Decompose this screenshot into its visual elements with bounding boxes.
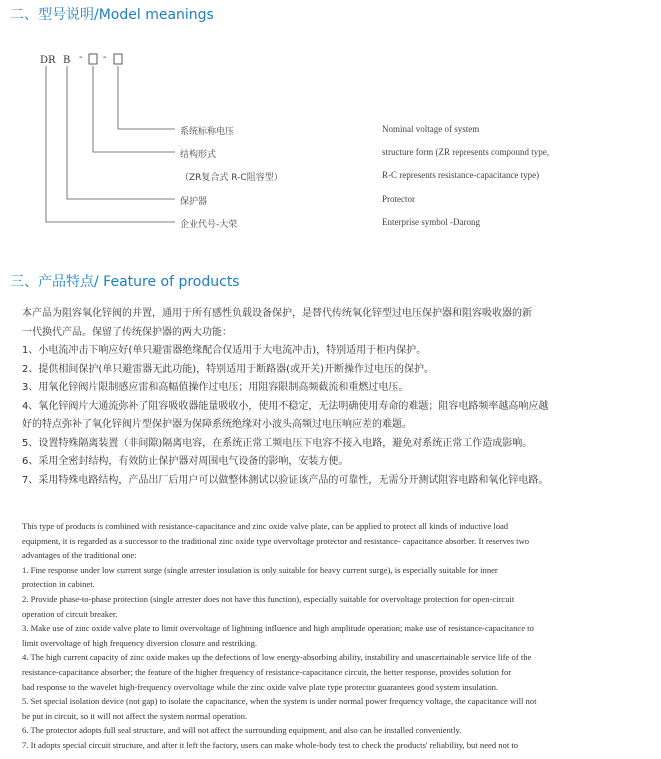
leader-lines [46, 66, 175, 222]
code-dash-1: - [79, 52, 83, 63]
meaning-zh-structure-types: （ZR复合式 R-C阻容型） [180, 173, 283, 183]
features-en-line: 3. Make use of zinc oxide valve plate to limit overvoltage of lightning influence and high amplitude operation; make use of resistance-capacitance to [22, 623, 534, 634]
code-b: B [63, 55, 71, 66]
code-box-structure [89, 54, 97, 64]
features-en-line: 4. The high current capacity of zinc oxide makes up the defections of low energy-absorbing ability, instability and unascertainable service life of the [22, 652, 532, 663]
meaning-en-structure: structure form (ZR represents compound type, [382, 147, 549, 157]
features-zh-line: 5、设置特殊隔离装置（非间隙)隔离电容，在系统正常工频电压下电容不接入电路，避免对系统正常工作造成影响。 [22, 437, 533, 449]
features-zh-block [22, 305, 548, 490]
features-en-line: equipment, it is regarded as a successor to the traditional zinc oxide type overvoltage protector and resistance- capacitance absorber. It reserves two [22, 535, 530, 546]
model-code-diagram [0, 0, 661, 240]
features-en-line: advantages of the traditional one: [22, 550, 137, 561]
features-en-line: operation of circuit breaker. [22, 608, 118, 619]
features-en-line: This type of products is combined with resistance-capacitance and zinc oxide valve plate, can be applied to protect all kinds of inductive load [22, 521, 509, 531]
features-zh-line: 2、提供相间保护(单只避雷器无此功能)，特别适用于断路器(或开关)开断操作过电压的保护。 [22, 363, 434, 375]
meaning-en-structure-types: R-C represents resistance-capacitance type) [382, 170, 540, 180]
features-en-line: 1. Fine response under low current surge (single arrester insulation is only suitable for heavy current surge), is especially suitable for inner [22, 564, 498, 575]
features-en-line: protection in cabinet. [22, 579, 95, 590]
code-dr: DR [40, 55, 56, 66]
meaning-zh-voltage: 系统标称电压 [180, 127, 235, 137]
meaning-zh-enterprise: 企业代号-大荣 [180, 220, 238, 230]
features-zh-line: 1、小电流冲击下响应好(单只避雷器绝缘配合仅适用于大电流冲击)，特别适用于柜内保护。 [22, 345, 427, 356]
features-en-line: bad response to the wavelet high-frequency overvoltage while the zinc oxide valve plate type protector guarantees good system insulation. [22, 681, 499, 692]
features-zh-line: 好的特点弥补了氧化锌阀片型保护器为保障系统绝缘对小波头高频过电压响应差的难题。 [22, 419, 412, 430]
features-en-line: 7. It adopts special circuit structure, and after it left the factory, users can make whole-body test to check the products' reliability, but need not to [22, 739, 519, 750]
meaning-en-protector: Protector [382, 194, 415, 204]
features-en-line: be put in circuit, so it will not affect the system normal operation. [22, 710, 248, 721]
section-title-model-meanings: 二、型号说明/Model meanings [10, 7, 214, 23]
code-box-voltage [114, 54, 122, 64]
features-en-line: limit overvoltage of high frequency diversion closure and restriking. [22, 637, 258, 648]
code-dash-2: - [103, 52, 107, 63]
features-zh-line: 6、采用全密封结构，有效防止保护器对周围电气设备的影响，安装方便。 [22, 456, 349, 467]
meaning-en-enterprise: Enterprise symbol -Darong [382, 217, 480, 227]
meaning-zh-structure: 结构形式 [180, 150, 217, 160]
features-zh-line: 3、用氧化锌阀片限制感应雷和高幅值操作过电压；用阻容限制高频截流和重燃过电压。 [22, 382, 409, 393]
meaning-en-voltage: Nominal voltage of system [382, 124, 480, 134]
features-zh-line: 一代换代产品。保留了传统保护器的两大功能： [22, 326, 232, 338]
features-en-line: 2. Provide phase-to-phase protection (single arrester does not have this function), especially suitable for overvoltage protection for open-circuit [22, 593, 515, 604]
meaning-zh-protector: 保护器 [180, 197, 208, 207]
features-en-block [22, 519, 642, 753]
features-zh-line: 本产品为阻容氧化锌阀的并置，通用于所有感性负载设备保护，是替代传统氧化锌型过电压保护器和阻容吸收器的新 [22, 308, 532, 319]
section-title-features: 三、产品特点/ Feature of products [10, 274, 240, 290]
features-en-line: 6. The protector adopts full seal structure, and will not affect the surrounding equipment, and also can be installed conveniently. [22, 725, 462, 736]
features-en-line: resistance-capacitance absorber; the feature of the higher frequency of resistance-capacitance circuit, the better response, provides solution for [22, 666, 512, 677]
features-zh-line: 7、采用特殊电路结构，产品出厂后用户可以做整体测试以验证该产品的可靠性，无需分开测试阻容电路和氧化锌电路。 [22, 474, 549, 486]
features-zh-line: 4、氧化锌阀片大通流弥补了阻容吸收器能量吸收小，使用不稳定，无法明确使用寿命的难题；阻容电路频率越高响应越 [22, 400, 549, 412]
features-en-line: 5. Set special isolation device (not gap) to isolate the capacitance, when the system is under normal power frequency voltage, the capacitance will not [22, 696, 537, 707]
